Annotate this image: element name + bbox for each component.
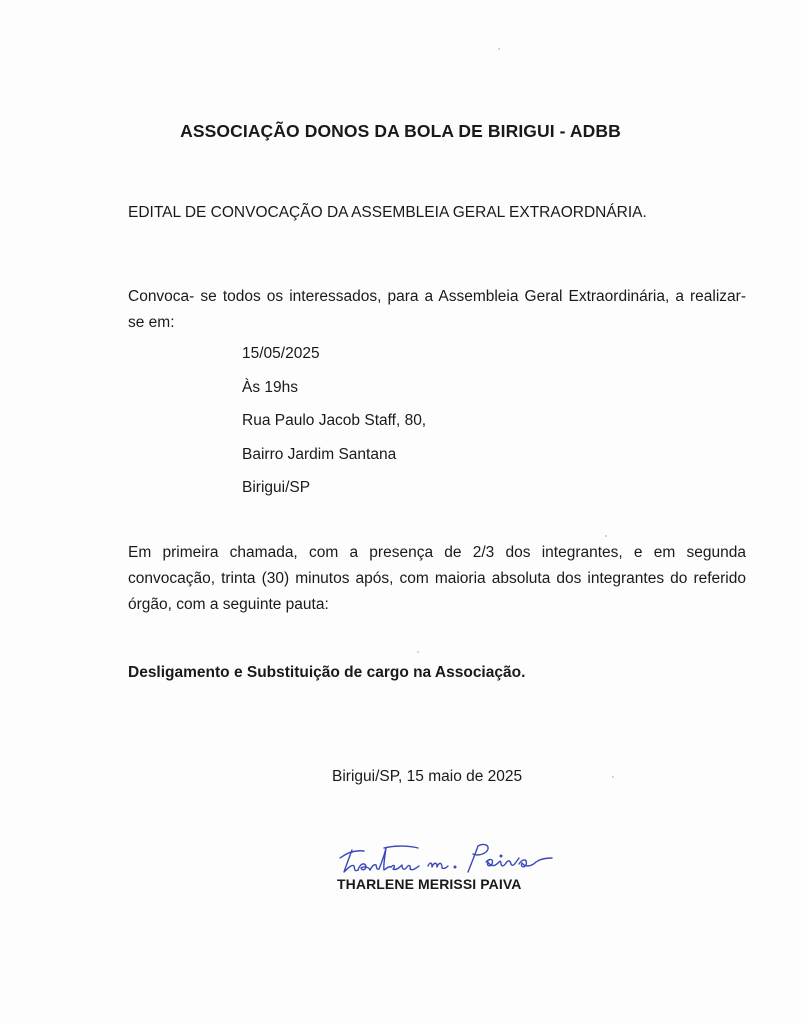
meeting-neighborhood: Bairro Jardim Santana xyxy=(242,445,397,463)
place-and-date: Birigui/SP, 15 maio de 2025 xyxy=(332,768,523,785)
scan-speck xyxy=(417,651,419,653)
quorum-paragraph: Em primeira chamada, com a presença de 2/3 dos integrantes, e em segunda convocação, trinta (30) minutos após, com maioria absoluta dos integrantes do referido órgão, com a seguinte pauta: xyxy=(128,544,746,613)
scan-speck xyxy=(612,776,614,778)
meeting-city: Birigui/SP xyxy=(242,479,311,496)
scan-speck xyxy=(498,48,500,50)
scan-speck xyxy=(605,535,607,537)
meeting-date: 15/05/2025 xyxy=(242,345,320,362)
agenda-item: Desligamento e Substituição de cargo na Associação. xyxy=(128,664,526,681)
document-title: ASSOCIAÇÃO DONOS DA BOLA DE BIRIGUI - ADBB xyxy=(180,121,621,141)
meeting-details xyxy=(242,343,426,511)
edital-heading: EDITAL DE CONVOCAÇÃO DA ASSEMBLEIA GERAL EXTRAORDNÁRIA. xyxy=(128,204,647,221)
meeting-time: Às 19hs xyxy=(242,378,299,396)
convocation-paragraph: Convoca- se todos os interessados, para a Assembleia Geral Extraordinária, a realizar- se em: xyxy=(128,288,746,331)
meeting-street: Rua Paulo Jacob Staff, 80, xyxy=(242,412,427,429)
signer-name: THARLENE MERISSI PAIVA xyxy=(337,876,522,892)
